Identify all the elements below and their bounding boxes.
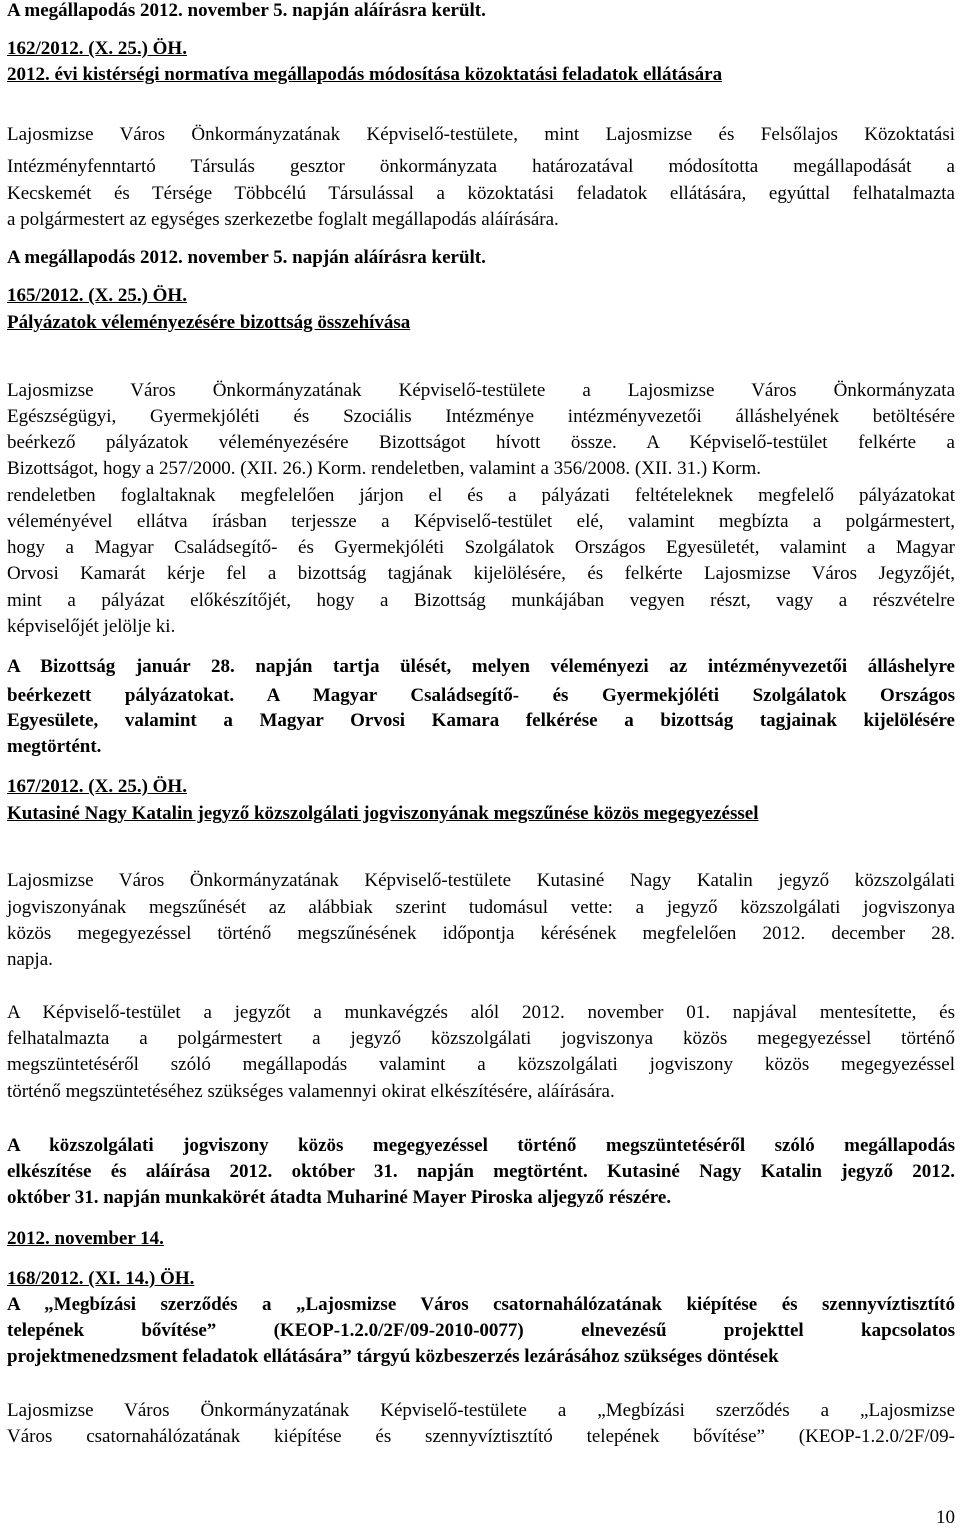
- decision-number: 162/2012. (X. 25.) ÖH.: [7, 38, 187, 59]
- paragraph-line: Intézményfenntartó Társulás gesztor önkormányzata határozatával módosította megállapodását a: [7, 156, 955, 177]
- decision-title-line: A „Megbízási szerződés a „Lajosmizse Város csatornahálózatának kiépítése és szennyvíztisztító: [7, 1294, 955, 1315]
- paragraph-line: történő megszüntetéséhez szükséges valamennyi okirat elkészítésére, aláírására.: [7, 1081, 615, 1102]
- paragraph-line: beérkező pályázatok véleményezésére Bizottságot hívott össze. A Képviselő-testület felkérte a: [7, 432, 955, 453]
- date-line: 2012. november 14.: [7, 1228, 164, 1249]
- paragraph-line: Lajosmizse Város Önkormányzatának Képviselő-testülete, mint Lajosmizse és Felsőlajos Közoktatási: [7, 124, 955, 145]
- decision-title-line: telepének bővítése” (KEOP-1.2.0/2F/09-2010-0077) elnevezésű projekttel kapcsolatos: [7, 1320, 955, 1341]
- decision-number: 167/2012. (X. 25.) ÖH.: [7, 776, 187, 797]
- decision-number: 168/2012. (XI. 14.) ÖH.: [7, 1268, 195, 1289]
- paragraph-line: közös megegyezéssel történő megszűnésének időpontja kérésének megfelelően 2012. december 28.: [7, 923, 955, 944]
- paragraph-line: felhatalmazta a polgármestert a jegyző közszolgálati jogviszonya közös megegyezéssel történő: [7, 1028, 955, 1049]
- bold-paragraph-line: megtörtént.: [7, 736, 102, 757]
- signed-line: A megállapodás 2012. november 5. napján aláírásra került.: [7, 0, 486, 21]
- paragraph-line: Orvosi Kamarát kérje fel a bizottság tagjának kijelölésére, és felkérte Lajosmizse Város Jegyzőjét,: [7, 563, 955, 584]
- bold-paragraph-line: elkészítése és aláírása 2012. október 31. napján megtörtént. Kutasiné Nagy Katalin jegyző 2012.: [7, 1161, 955, 1182]
- bold-paragraph-line: Egyesülete, valamint a Magyar Orvosi Kamara felkérése a bizottság tagjainak kijelölésére: [7, 710, 955, 731]
- bold-paragraph-line: beérkezett pályázatokat. A Magyar Családsegítő- és Gyermekjóléti Szolgálatok Országos: [7, 685, 955, 706]
- decision-title: Pályázatok véleményezésére bizottság összehívása: [7, 312, 411, 333]
- decision-title-line: projektmenedzsment feladatok ellátására” tárgyú közbeszerzés lezárásához szükséges döntések: [7, 1346, 779, 1367]
- paragraph-line: Lajosmizse Város Önkormányzatának Képviselő-testülete a Lajosmizse Város Önkormányzata: [7, 380, 955, 401]
- bold-paragraph-line: A Bizottság január 28. napján tartja ülését, melyen véleményezi az intézményvezetői álláshelyre: [7, 656, 955, 677]
- decision-title: Kutasiné Nagy Katalin jegyző közszolgálati jogviszonyának megszűnése közös megegyezéssel: [7, 803, 759, 824]
- paragraph-line: megszüntetéséről szóló megállapodás valamint a közszolgálati jogviszony közös megegyezéssel: [7, 1054, 955, 1075]
- paragraph-line: véleményével ellátva írásban terjessze a Képviselő-testület elé, valamint megbízta a polgármestert,: [7, 511, 955, 532]
- paragraph-line: képviselőjét jelölje ki.: [7, 616, 176, 637]
- decision-title: 2012. évi kistérségi normatíva megállapodás módosítása közoktatási feladatok ellátására: [7, 64, 723, 85]
- decision-number: 165/2012. (X. 25.) ÖH.: [7, 285, 187, 306]
- paragraph-line: A Képviselő-testület a jegyzőt a munkavégzés alól 2012. november 01. napjával mentesítette, és: [7, 1002, 955, 1023]
- paragraph-line: jogviszonyának megszűnését az alábbiak szerint tudomásul vette: a jegyző közszolgálati jogviszonya: [7, 897, 955, 918]
- bold-paragraph-line: október 31. napján munkakörét átadta Muhariné Mayer Piroska aljegyző részére.: [7, 1187, 672, 1208]
- paragraph-line: Egészségügyi, Gyermekjóléti és Szociális Intézménye intézményvezetői álláshelyének betöltésére: [7, 406, 955, 427]
- signed-line: A megállapodás 2012. november 5. napján aláírásra került.: [7, 247, 486, 268]
- paragraph-line: Lajosmizse Város Önkormányzatának Képviselő-testülete Kutasiné Nagy Katalin jegyző közszolgálati: [7, 870, 955, 891]
- paragraph-line: rendeletben foglaltaknak megfelelően járjon el és a pályázati feltételeknek megfelelő pályázatokat: [7, 485, 955, 506]
- paragraph-line: a polgármestert az egységes szerkezetbe foglalt megállapodás aláírására.: [7, 209, 559, 230]
- bold-paragraph-line: A közszolgálati jogviszony közös megegyezéssel történő megszüntetéséről szóló megállapodás: [7, 1135, 955, 1156]
- paragraph-line: Város csatornahálózatának kiépítése és szennyvíztisztító telepének bővítése” (KEOP-1.2.0/2F/09-: [7, 1426, 955, 1447]
- paragraph-line: mint a pályázat előkészítőjét, hogy a Bizottság munkájában vegyen részt, vagy a részvételre: [7, 590, 955, 611]
- paragraph-line: napja.: [7, 949, 53, 970]
- paragraph-line: Kecskemét és Térsége Többcélú Társulással a közoktatási feladatok ellátására, egyúttal felhatalmazta: [7, 183, 955, 204]
- paragraph-line: Lajosmizse Város Önkormányzatának Képviselő-testülete a „Megbízási szerződés a „Lajosmizse: [7, 1400, 955, 1421]
- paragraph-line: Bizottságot, hogy a 257/2000. (XII. 26.) Korm. rendeletben, valamint a 356/2008. (XII. 31.) Korm.: [7, 458, 762, 479]
- paragraph-line: hogy a Magyar Családsegítő- és Gyermekjóléti Szolgálatok Országos Egyesületét, valamint a Magyar: [7, 537, 955, 558]
- page-number: 10: [936, 1507, 955, 1528]
